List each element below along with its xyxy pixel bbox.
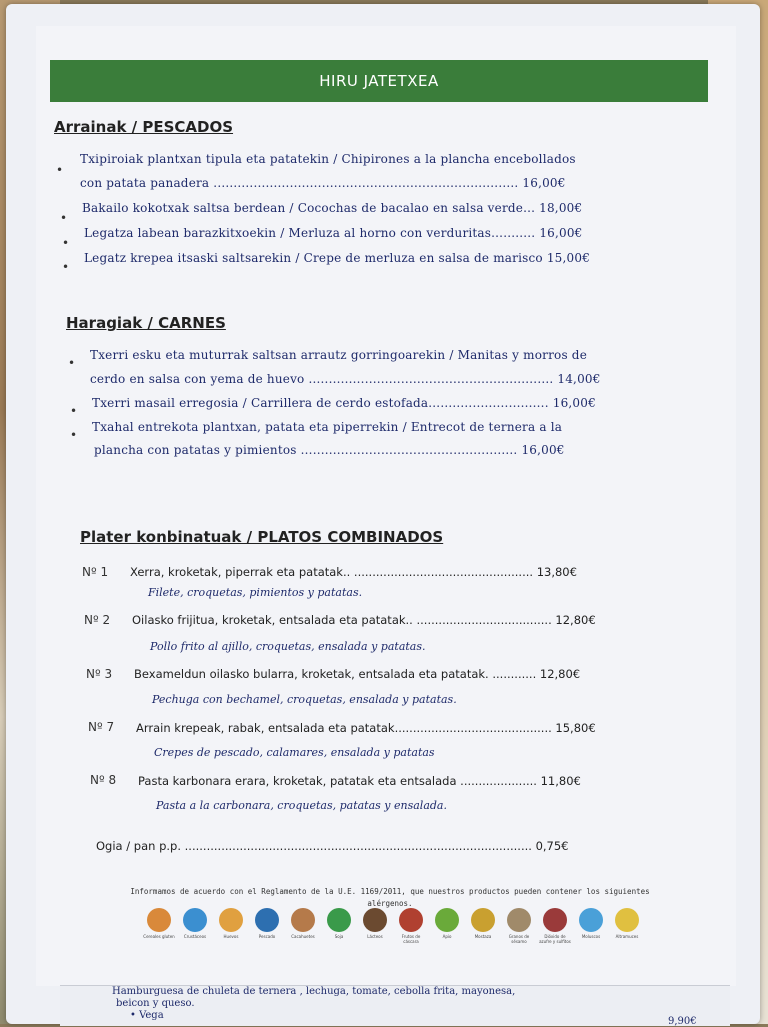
combo-item-spanish: Pechuga con bechamel, croquetas, ensalada y patatas.: [152, 693, 457, 706]
restaurant-banner: HIRU JATETXEA: [50, 60, 708, 102]
combo-item-spanish: Pollo frito al ajillo, croquetas, ensalada y patatas.: [150, 640, 426, 653]
allergen-icon: [394, 908, 428, 944]
menu-item: cerdo en salsa con yema de huevo ............................................................. 14,00€: [90, 372, 601, 386]
allergen-icon: [214, 908, 248, 939]
allergen-label: Apio: [442, 934, 452, 939]
allergen-icons: [142, 908, 642, 958]
menu-item: con patata panadera ............................................................................ 16,00€: [80, 176, 566, 190]
allergen-symbol-icon: [219, 908, 243, 932]
allergen-icon: [178, 908, 212, 939]
allergen-label: Dióxido de azufre y sulfitos: [539, 934, 571, 944]
menu-item: Txipiroiak plantxan tipula eta patatekin / Chipirones a la plancha encebollados: [80, 152, 576, 166]
allergen-symbol-icon: [291, 908, 315, 932]
combo-number: Nº 1: [82, 565, 109, 579]
bullet-icon: •: [70, 428, 78, 442]
combo-item-spanish: Filete, croquetas, pimientos y patatas.: [148, 586, 363, 599]
allergen-icon: [142, 908, 176, 939]
menu-item: Bakailo kokotxak saltsa berdean / Cocochas de bacalao en salsa verde... 18,00€: [82, 201, 583, 215]
next-page-line: Hamburguesa de chuleta de ternera , lechuga, tomate, cebolla frita, mayonesa,: [112, 986, 516, 997]
allergen-icon: [538, 908, 572, 944]
section-title-combinados: Plater konbinatuak / PLATOS COMBINADOS: [80, 528, 444, 546]
allergen-symbol-icon: [147, 908, 171, 932]
allergen-label: Granos de sésamo: [508, 934, 530, 944]
menu-item: Txerri esku eta muturrak saltsan arrautz gorringoarekin / Manitas y morros de: [90, 348, 587, 362]
combo-item: Pasta karbonara erara, kroketak, patatak eta entsalada ..................... 11,80€: [138, 774, 581, 788]
bullet-icon: •: [62, 260, 70, 274]
allergen-label: Cereales gluten: [143, 934, 175, 939]
allergen-symbol-icon: [471, 908, 495, 932]
combo-number: Nº 3: [86, 667, 113, 681]
next-page-price: 9,90€: [668, 1016, 697, 1027]
allergen-label: Pescado: [258, 934, 276, 939]
allergen-symbol-icon: [507, 908, 531, 932]
combo-item-spanish: Pasta a la carbonara, croquetas, patatas y ensalada.: [156, 799, 447, 812]
combo-item: Xerra, kroketak, piperrak eta patatak.. ................................................. 13,80€: [130, 565, 577, 579]
section-title-carnes: Haragiak / CARNES: [66, 314, 226, 332]
bullet-icon: •: [60, 211, 68, 225]
menu-item: Txerri masail erregosia / Carrillera de cerdo estofada.............................. 16,00€: [92, 396, 596, 410]
allergen-icon: [430, 908, 464, 939]
combo-item: Arrain krepeak, rabak, entsalada eta patatak........................................... 15,80€: [136, 721, 596, 735]
allergen-label: Soja: [334, 934, 344, 939]
allergen-symbol-icon: [543, 908, 567, 932]
allergen-symbol-icon: [615, 908, 639, 932]
allergen-icon: [322, 908, 356, 939]
menu-item: plancha con patatas y pimientos ...................................................... 16,00€: [94, 443, 565, 457]
allergen-symbol-icon: [183, 908, 207, 932]
combo-item: Bexameldun oilasko bularra, kroketak, entsalada eta patatak. ............ 12,80€: [134, 667, 581, 681]
allergen-label: Altramuces: [615, 934, 639, 939]
combo-item-spanish: Crepes de pescado, calamares, ensalada y patatas: [154, 746, 435, 759]
allergen-icon: [250, 908, 284, 939]
allergen-label: Cacahuetes: [291, 934, 315, 939]
next-page-line: • Vega: [130, 1010, 164, 1021]
allergen-icon: [358, 908, 392, 939]
combo-number: Nº 8: [90, 773, 117, 787]
allergen-label: Crustáceos: [183, 934, 207, 939]
allergen-notice: Informamos de acuerdo con el Reglamento de la U.E. 1169/2011, que nuestros productos pueden contener los siguientes alérgenos.: [130, 887, 650, 908]
allergen-icon: [502, 908, 536, 944]
bullet-icon: •: [62, 236, 70, 250]
bread-item: Ogia / pan p.p. ............................................................................................... 0,75€: [96, 839, 569, 853]
allergen-label: Mostaza: [474, 934, 492, 939]
allergen-icon: [610, 908, 644, 939]
allergen-icon: [574, 908, 608, 939]
allergen-label: Huevos: [223, 934, 239, 939]
allergen-symbol-icon: [363, 908, 387, 932]
allergen-symbol-icon: [579, 908, 603, 932]
bullet-icon: •: [70, 404, 78, 418]
allergen-symbol-icon: [255, 908, 279, 932]
allergen-label: Frutos de cáscara: [401, 934, 421, 944]
allergen-symbol-icon: [435, 908, 459, 932]
next-menu-page: [60, 985, 730, 1026]
allergen-symbol-icon: [399, 908, 423, 932]
menu-item: Legatza labean barazkitxoekin / Merluza al horno con verduritas........... 16,00€: [84, 226, 583, 240]
combo-number: Nº 2: [84, 613, 111, 627]
combo-item: Oilasko frijitua, kroketak, entsalada eta patatak.. ..................................... 12,80€: [132, 613, 596, 627]
bullet-icon: •: [56, 163, 64, 177]
allergen-label: Moluscos: [581, 934, 601, 939]
allergen-symbol-icon: [327, 908, 351, 932]
section-title-pescados: Arrainak / PESCADOS: [54, 118, 234, 136]
menu-item: Legatz krepea itsaski saltsarekin / Crepe de merluza en salsa de marisco 15,00€: [84, 251, 591, 265]
next-page-line: beicon y queso.: [116, 998, 195, 1009]
bullet-icon: •: [68, 356, 76, 370]
allergen-icon: [286, 908, 320, 939]
allergen-icon: [466, 908, 500, 939]
combo-number: Nº 7: [88, 720, 115, 734]
allergen-label: Lácteos: [367, 934, 383, 939]
menu-item: Txahal entrekota plantxan, patata eta piperrekin / Entrecot de ternera a la: [92, 420, 563, 434]
